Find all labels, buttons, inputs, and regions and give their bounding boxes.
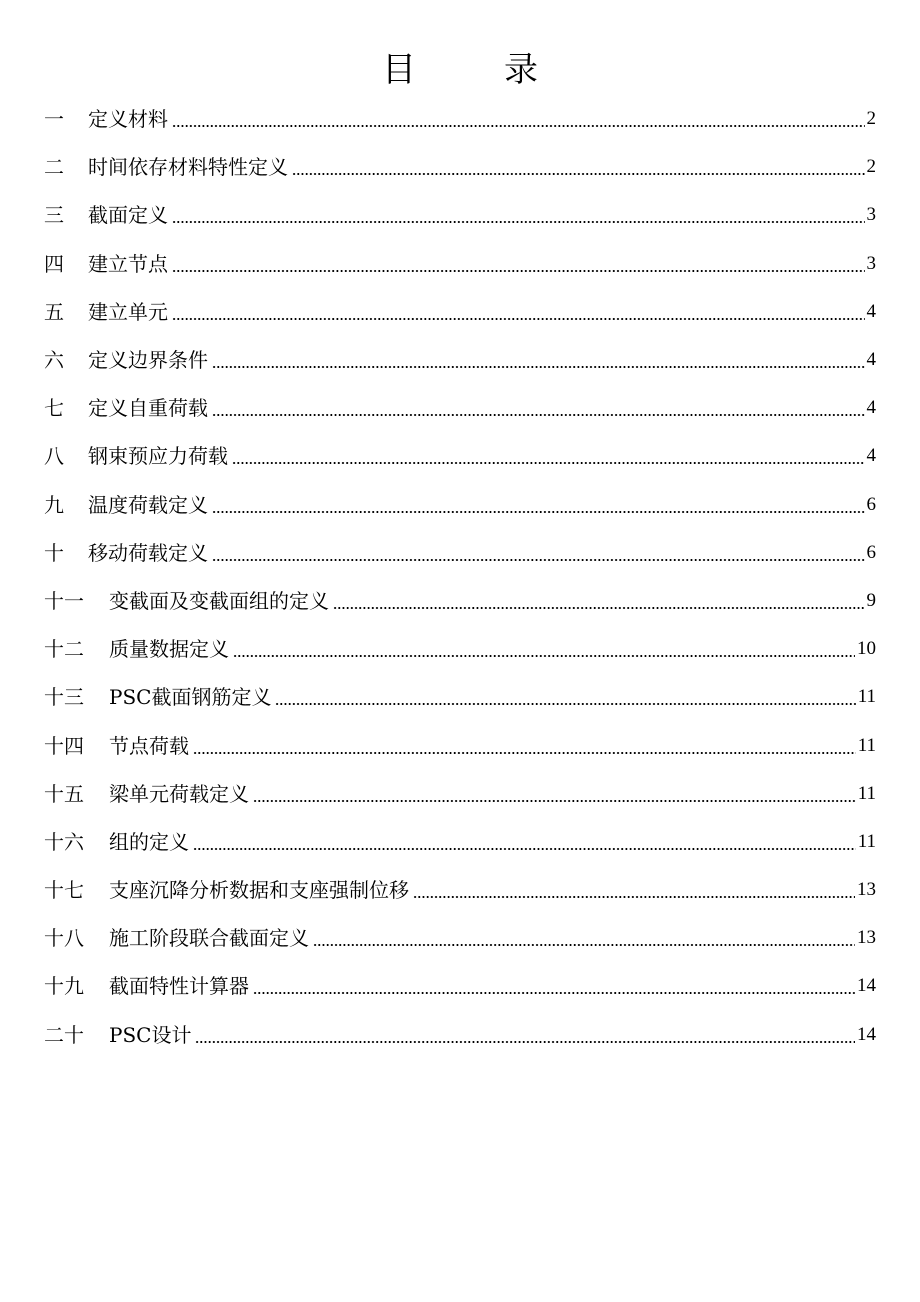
toc-entry-page-number: 11 [857,830,876,852]
toc-entry[interactable] [44,191,876,239]
toc-entry-page-number: 14 [857,975,876,997]
toc-entry-number: 十七 [44,878,84,903]
toc-entry-title: 定义自重荷载 [88,396,208,421]
toc-entry-title: 时间依存材料特性定义 [88,155,288,180]
toc-entry-title: 梁单元荷载定义 [109,781,249,806]
toc-entry-page-number: 2 [866,156,876,178]
toc-entry-title: 定义材料 [88,107,168,132]
toc-entry-title: PSC截面钢筋定义 [109,685,272,710]
toc-entry-title: 节点荷载 [109,733,189,758]
toc-entry[interactable] [44,143,876,191]
toc-dot-leader [413,896,855,898]
toc-entry-title: 钢束预应力荷载 [88,444,228,469]
toc-dot-leader [172,318,865,320]
toc-entry-number: 七 [44,396,64,421]
toc-entry-number: 六 [44,348,64,373]
toc-entry-number: 九 [44,492,64,517]
toc-dot-leader [172,125,865,127]
toc-entry[interactable] [44,962,876,1010]
toc-entry-number: 三 [44,203,64,228]
toc-entry[interactable] [44,432,876,480]
toc-entry-number: 十三 [44,685,84,710]
toc-entry-page-number: 3 [866,252,876,274]
toc-entry-page-number: 4 [866,349,876,371]
toc-entry-number: 十六 [44,829,84,854]
toc-entry-title: 施工阶段联合截面定义 [109,926,309,951]
toc-entry-page-number: 9 [866,589,876,611]
toc-entry[interactable] [44,288,876,336]
toc-dot-leader [195,1041,855,1043]
toc-dot-leader [212,414,865,416]
toc-entry[interactable] [44,914,876,962]
toc-entry-number: 十八 [44,926,84,951]
toc-entry[interactable] [44,384,876,432]
toc-entry-page-number: 2 [866,108,876,130]
toc-entry-title: 截面特性计算器 [109,974,249,999]
toc-entry[interactable] [44,625,876,673]
toc-entry-number: 十四 [44,733,84,758]
toc-dot-leader [212,559,865,561]
toc-dot-leader [193,848,856,850]
toc-dot-leader [233,655,855,657]
toc-entry[interactable] [44,240,876,288]
toc-entry-title: 建立节点 [88,251,168,276]
toc-entry-number: 十一 [44,588,84,613]
toc-entry-number: 十二 [44,637,84,662]
toc-dot-leader [193,752,856,754]
toc-dot-leader [253,800,856,802]
toc-entry-number: 二十 [44,1022,84,1047]
toc-entry-title: 建立单元 [88,299,168,324]
toc-entry-number: 一 [44,107,64,132]
toc-dot-leader [212,366,865,368]
toc-entry-page-number: 3 [866,204,876,226]
toc-entry-number: 十九 [44,974,84,999]
toc-entry[interactable] [44,336,876,384]
toc-dot-leader [313,944,855,946]
toc-dot-leader [275,703,855,705]
toc-entry-number: 四 [44,251,64,276]
page-title [0,44,920,96]
toc-entry-title: 组的定义 [109,829,189,854]
toc-entry[interactable] [44,770,876,818]
toc-entry-title: 定义边界条件 [88,348,208,373]
toc-entry[interactable] [44,1011,876,1059]
toc-dot-leader [172,270,865,272]
toc-entry-page-number: 4 [866,397,876,419]
toc-entry[interactable] [44,673,876,721]
toc-entry-title: 变截面及变截面组的定义 [109,588,329,613]
toc-entry-title: PSC设计 [109,1022,192,1047]
toc-entry-title: 移动荷载定义 [88,540,208,565]
toc-dot-leader [232,462,865,464]
toc-entry[interactable] [44,866,876,914]
toc-dot-leader [333,607,865,609]
toc-entry-page-number: 10 [857,638,876,660]
toc-entry-number: 二 [44,155,64,180]
toc-entry-page-number: 11 [857,734,876,756]
toc-entry-title: 温度荷载定义 [88,492,208,517]
toc-entry[interactable] [44,481,876,529]
toc-entry-number: 十五 [44,781,84,806]
toc-entry-page-number: 13 [857,927,876,949]
toc-entry-number: 五 [44,299,64,324]
toc-entry-title: 截面定义 [88,203,168,228]
toc-entry[interactable] [44,95,876,143]
toc-entry[interactable] [44,721,876,769]
toc-dot-leader [292,173,865,175]
toc-entry-number: 十 [44,540,64,565]
title-char-1: 目 [382,50,416,90]
title-char-2: 录 [504,50,538,90]
toc-entry-title: 质量数据定义 [109,637,229,662]
toc-entry[interactable] [44,577,876,625]
table-of-contents [44,95,876,1059]
toc-entry[interactable] [44,529,876,577]
toc-entry[interactable] [44,818,876,866]
toc-dot-leader [212,511,865,513]
toc-dot-leader [253,992,855,994]
toc-entry-page-number: 4 [866,300,876,322]
toc-entry-page-number: 11 [857,782,876,804]
toc-entry-number: 八 [44,444,64,469]
toc-entry-page-number: 4 [866,445,876,467]
toc-entry-page-number: 13 [857,879,876,901]
toc-dot-leader [172,221,865,223]
toc-entry-page-number: 11 [857,686,876,708]
toc-entry-title: 支座沉降分析数据和支座强制位移 [109,878,409,903]
toc-entry-page-number: 14 [857,1023,876,1045]
toc-entry-page-number: 6 [866,493,876,515]
toc-entry-page-number: 6 [866,541,876,563]
